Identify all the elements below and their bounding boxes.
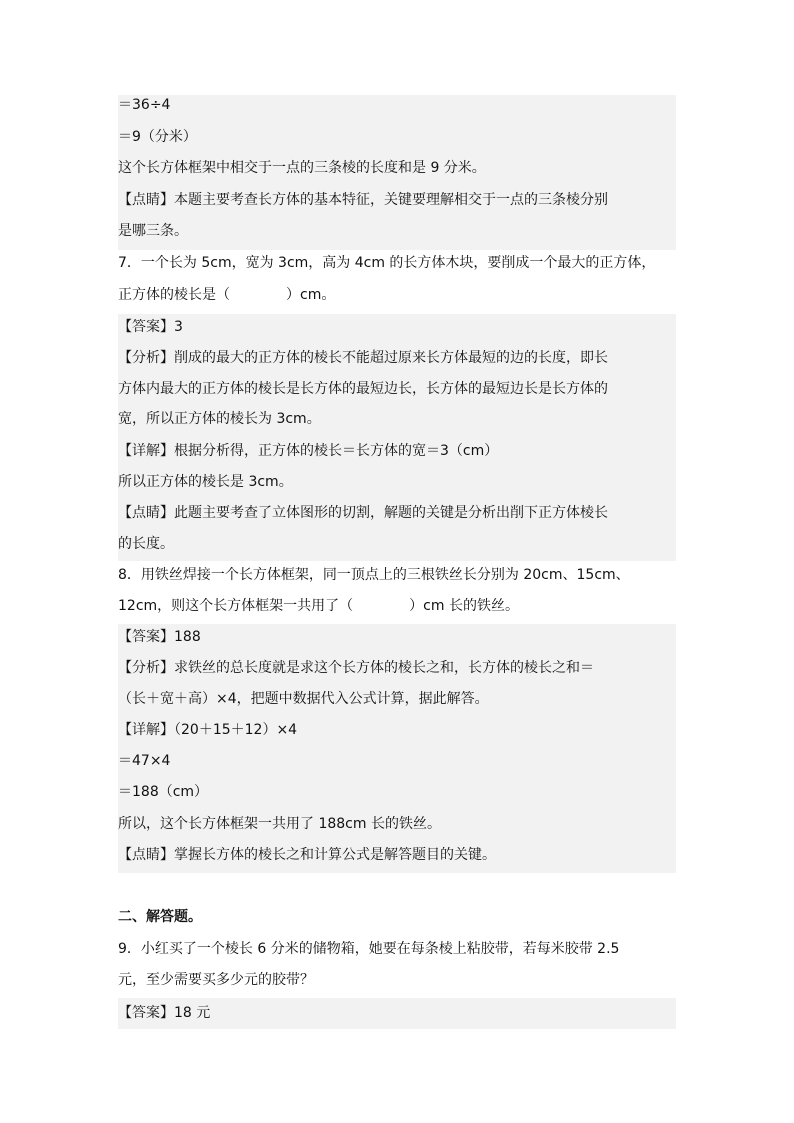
detail-line: 【详解】（20＋15＋12）×4 [118, 722, 298, 738]
conclusion-line: 所以，这个长方体框架一共用了 188cm 长的铁丝。 [118, 816, 441, 832]
question-9-text: 9．小红买了一个棱长 6 分米的储物箱，她要在每条棱上粘胶带，若每米胶带 2.5 [118, 941, 620, 957]
question-8-text [118, 596, 678, 616]
calc-line: ＝188（cm） [118, 784, 209, 800]
conclusion-line: 这个长方体框架中相交于一点的三条棱的长度和是 9 分米。 [118, 160, 486, 176]
calc-line: ＝36÷4 [118, 97, 171, 113]
analysis-line: 【分析】求铁丝的总长度就是求这个长方体的棱长之和，长方体的棱长之和＝ [118, 660, 594, 676]
answer-line: 【答案】18 元 [118, 1005, 211, 1021]
detail-line: 【详解】根据分析得，正方体的棱长＝长方体的宽＝3（cm） [118, 443, 499, 459]
answer-line: 【答案】188 [118, 629, 201, 645]
question-8-text: 8．用铁丝焊接一个长方体框架，同一顶点上的三根铁丝长分别为 20cm、15cm、 [118, 567, 630, 583]
analysis-line: （长＋宽＋高）×4，把题中数据代入公式计算，据此解答。 [118, 691, 489, 707]
question-9-text: 元，至少需要买多少元的胶带？ [118, 972, 314, 988]
remark-line: 的长度。 [118, 536, 174, 552]
section-heading: 二、解答题。 [118, 909, 202, 925]
question-8-text-end: ）cm 长的铁丝。 [409, 598, 519, 614]
answer-line: 【答案】3 [118, 319, 183, 335]
remark-line: 【点睛】掌握长方体的棱长之和计算公式是解答题目的关键。 [118, 847, 496, 863]
calc-line: ＝47×4 [118, 753, 171, 769]
analysis-line: 宽，所以正方体的棱长为 3cm。 [118, 411, 321, 427]
question-8-text-start: 12cm，则这个长方体框架一共用了（ [118, 598, 354, 614]
detail-line: 所以正方体的棱长是 3cm。 [118, 474, 293, 490]
remark-line: 【点睛】本题主要考查长方体的基本特征，关键要理解相交于一点的三条棱分别 [118, 192, 608, 208]
question-7-text-start: 正方体的棱长是（ [118, 287, 230, 303]
question-7-text-end: ）cm。 [286, 287, 336, 303]
analysis-line: 方体内最大的正方体的棱长是长方体的最短边长，长方体的最短边长是长方体的 [118, 381, 608, 397]
question-7-text [118, 285, 678, 305]
remark-line: 【点睛】此题主要考查了立体图形的切割，解题的关键是分析出削下正方体棱长 [118, 505, 608, 521]
analysis-line: 【分析】削成的最大的正方体的棱长不能超过原来长方体最短的边的长度，即长 [118, 350, 608, 366]
calc-line: ＝9（分米） [118, 129, 197, 145]
remark-line: 是哪三条。 [118, 223, 188, 239]
question-7-text: 7．一个长为 5cm，宽为 3cm，高为 4cm 的长方体木块，要削成一个最大的正方体， [118, 255, 656, 271]
